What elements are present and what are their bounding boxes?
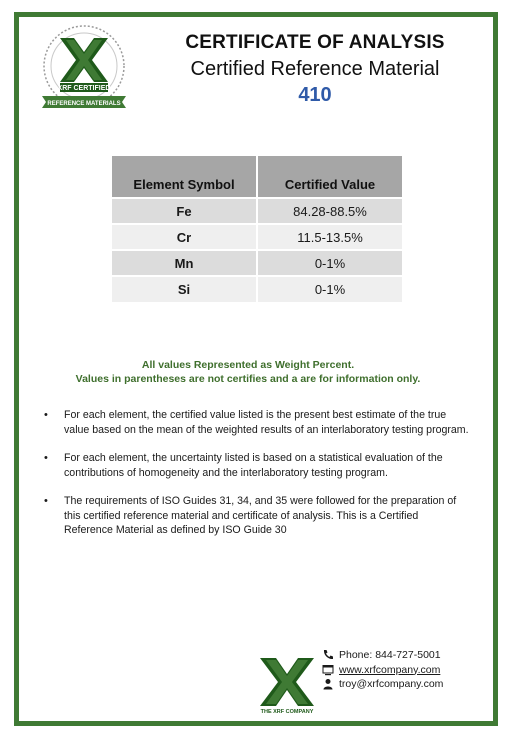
xrf-certified-seal-logo	[36, 22, 132, 118]
table-row	[112, 224, 402, 250]
bullet-text: For each element, the uncertainty listed is based on a statistical evaluation of the contributions of homogeneity and the interlaboratory testing program.	[64, 452, 443, 479]
list-item	[40, 494, 470, 538]
email-text[interactable]: troy@xrfcompany.com	[339, 678, 444, 690]
xrf-company-logo	[256, 656, 318, 714]
web-icon	[322, 664, 334, 676]
website-link[interactable]: www.xrfcompany.com	[339, 663, 441, 676]
list-item	[40, 408, 470, 437]
seal-badge-text: XRF CERTIFIED	[57, 85, 111, 92]
page-subtitle: Certified Reference Material	[190, 58, 440, 80]
certified-value-cell: 84.28-88.5%	[257, 198, 402, 224]
bullet-icon: •	[44, 452, 48, 464]
contact-email-row[interactable]	[322, 677, 443, 692]
column-header-certified-value: Certified Value	[257, 156, 402, 198]
seal-ribbon-text: REFERENCE MATERIALS	[47, 101, 121, 107]
certified-value-cell: 11.5-13.5%	[257, 224, 402, 250]
table-row	[112, 250, 402, 276]
note-line-1: All values Represented as Weight Percent.	[141, 359, 355, 371]
table-row	[112, 198, 402, 224]
element-symbol-cell: Mn	[112, 250, 257, 276]
bullet-icon: •	[44, 495, 48, 507]
column-header-element-symbol: Element Symbol	[112, 156, 257, 198]
material-number: 410	[298, 84, 332, 106]
list-item	[40, 451, 470, 480]
bullet-text: For each element, the certified value listed is the present best estimate of the true value based on the mean of the weighted results of an interlaboratory testing program.	[64, 409, 469, 436]
element-symbol-cell: Cr	[112, 224, 257, 250]
certified-values-table	[112, 156, 402, 302]
footer-logo-text: THE XRF COMPANY	[260, 709, 314, 714]
bullet-icon: •	[44, 409, 48, 421]
note-line-2: Values in parentheses are not certifies and a are for information only.	[75, 373, 421, 385]
header-title-block	[150, 32, 480, 107]
table-row	[112, 276, 402, 302]
contact-website-row[interactable]	[322, 663, 443, 678]
contact-block	[322, 648, 443, 692]
certified-value-cell: 0-1%	[257, 250, 402, 276]
person-icon	[322, 678, 334, 690]
element-symbol-cell: Fe	[112, 198, 257, 224]
bullet-text: The requirements of ISO Guides 31, 34, and 35 were followed for the preparation of this certified reference material and certificate of analysis. This is a Certified Reference Material as defined by ISO Guide 30	[64, 495, 457, 536]
contact-phone-row	[322, 648, 443, 663]
page-title: CERTIFICATE OF ANALYSIS	[185, 32, 445, 53]
certification-bullet-list	[40, 408, 470, 552]
certified-value-cell: 0-1%	[257, 276, 402, 302]
phone-text: Phone: 844-727-5001	[339, 649, 441, 661]
weight-percent-note	[38, 358, 458, 386]
element-symbol-cell: Si	[112, 276, 257, 302]
phone-icon	[322, 649, 334, 661]
